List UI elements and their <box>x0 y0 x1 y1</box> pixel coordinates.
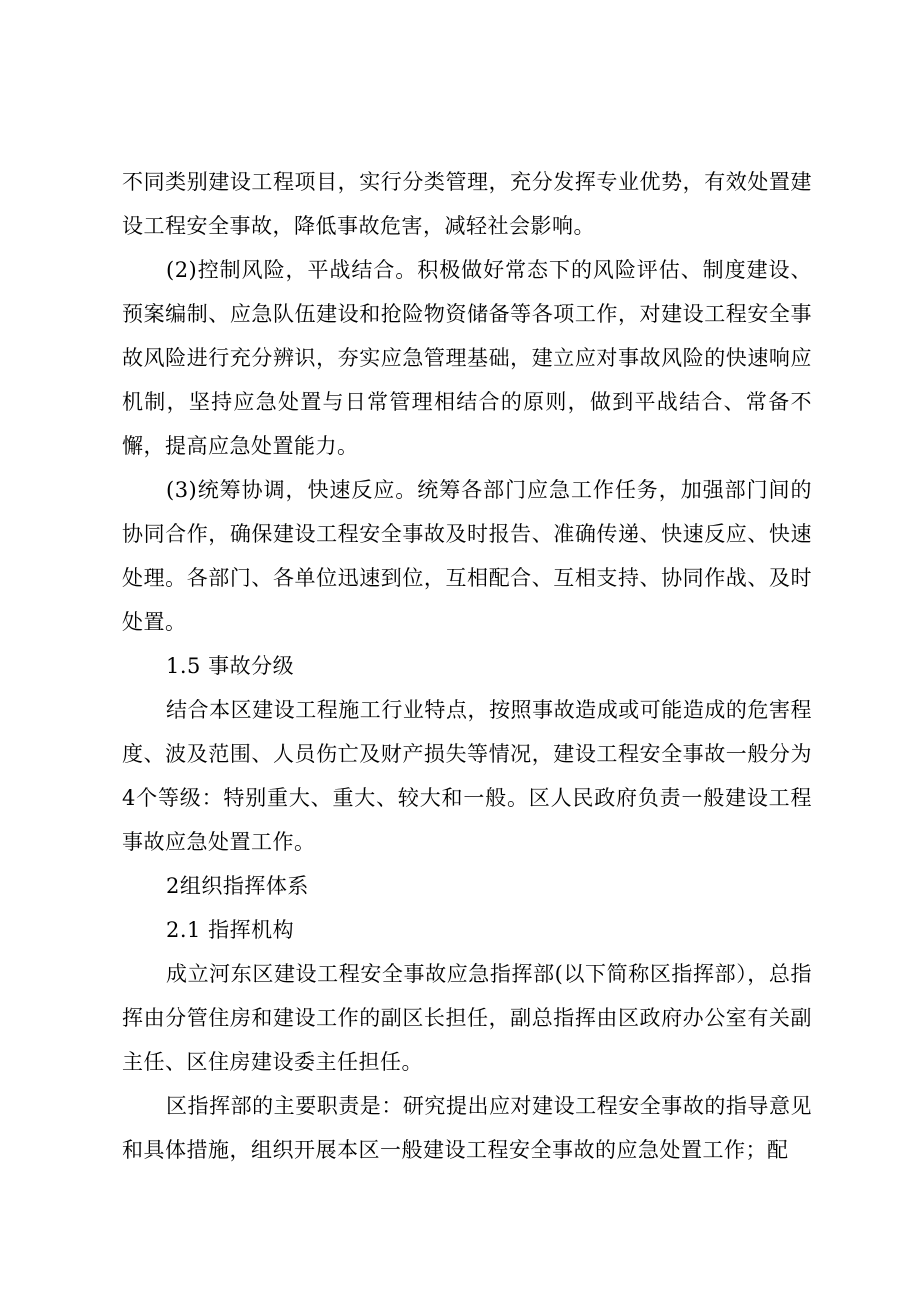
paragraph-control-risk: (2)控制风险，平战结合。积极做好常态下的风险评估、制度建设、预案编制、应急队伍建设和抢险物资储备等各项工作，对建设工程安全事故风险进行充分辨识，夯实应急管理基础，建立应对事故风险的快速响应机制，坚持应急处置与日常管理相结合的原则，做到平战结合、常备不懈，提高应急处置能力。 <box>122 258 812 458</box>
section-heading-accident-grading: 1.5 事故分级 <box>166 654 295 678</box>
paragraph-coordination: (3)统筹协调，快速反应。统筹各部门应急工作任务，加强部门间的协同合作，确保建设工程安全事故及时报告、准确传递、快速反应、快速处理。各部门、各单位迅速到位，互相配合、互相支持、协同作战、及时处置。 <box>122 478 812 634</box>
section-heading-command-system: 2组织指挥体系 <box>166 874 309 898</box>
paragraph-command-agency: 成立河东区建设工程安全事故应急指挥部(以下简称区指挥部），总指挥由分管住房和建设工作的副区长担任，副总指挥由区政府办公室有关副主任、区住房建设委主任担任。 <box>122 962 812 1074</box>
document-body <box>122 160 812 1172</box>
paragraph-continuation: 不同类别建设工程项目，实行分类管理，充分发挥专业优势，有效处置建设工程安全事故，降低事故危害，减轻社会影响。 <box>122 170 812 238</box>
paragraph-accident-grading: 结合本区建设工程施工行业特点，按照事故造成或可能造成的危害程度、波及范围、人员伤亡及财产损失等情况，建设工程安全事故一般分为4个等级：特别重大、重大、较大和一般。区人民政府负责一般建设工程事故应急处置工作。 <box>122 698 812 854</box>
paragraph-command-duties: 区指挥部的主要职责是：研究提出应对建设工程安全事故的指导意见和具体措施，组织开展本区一般建设工程安全事故的应急处置工作；配 <box>122 1094 812 1162</box>
section-heading-command-agency: 2.1 指挥机构 <box>166 918 295 942</box>
